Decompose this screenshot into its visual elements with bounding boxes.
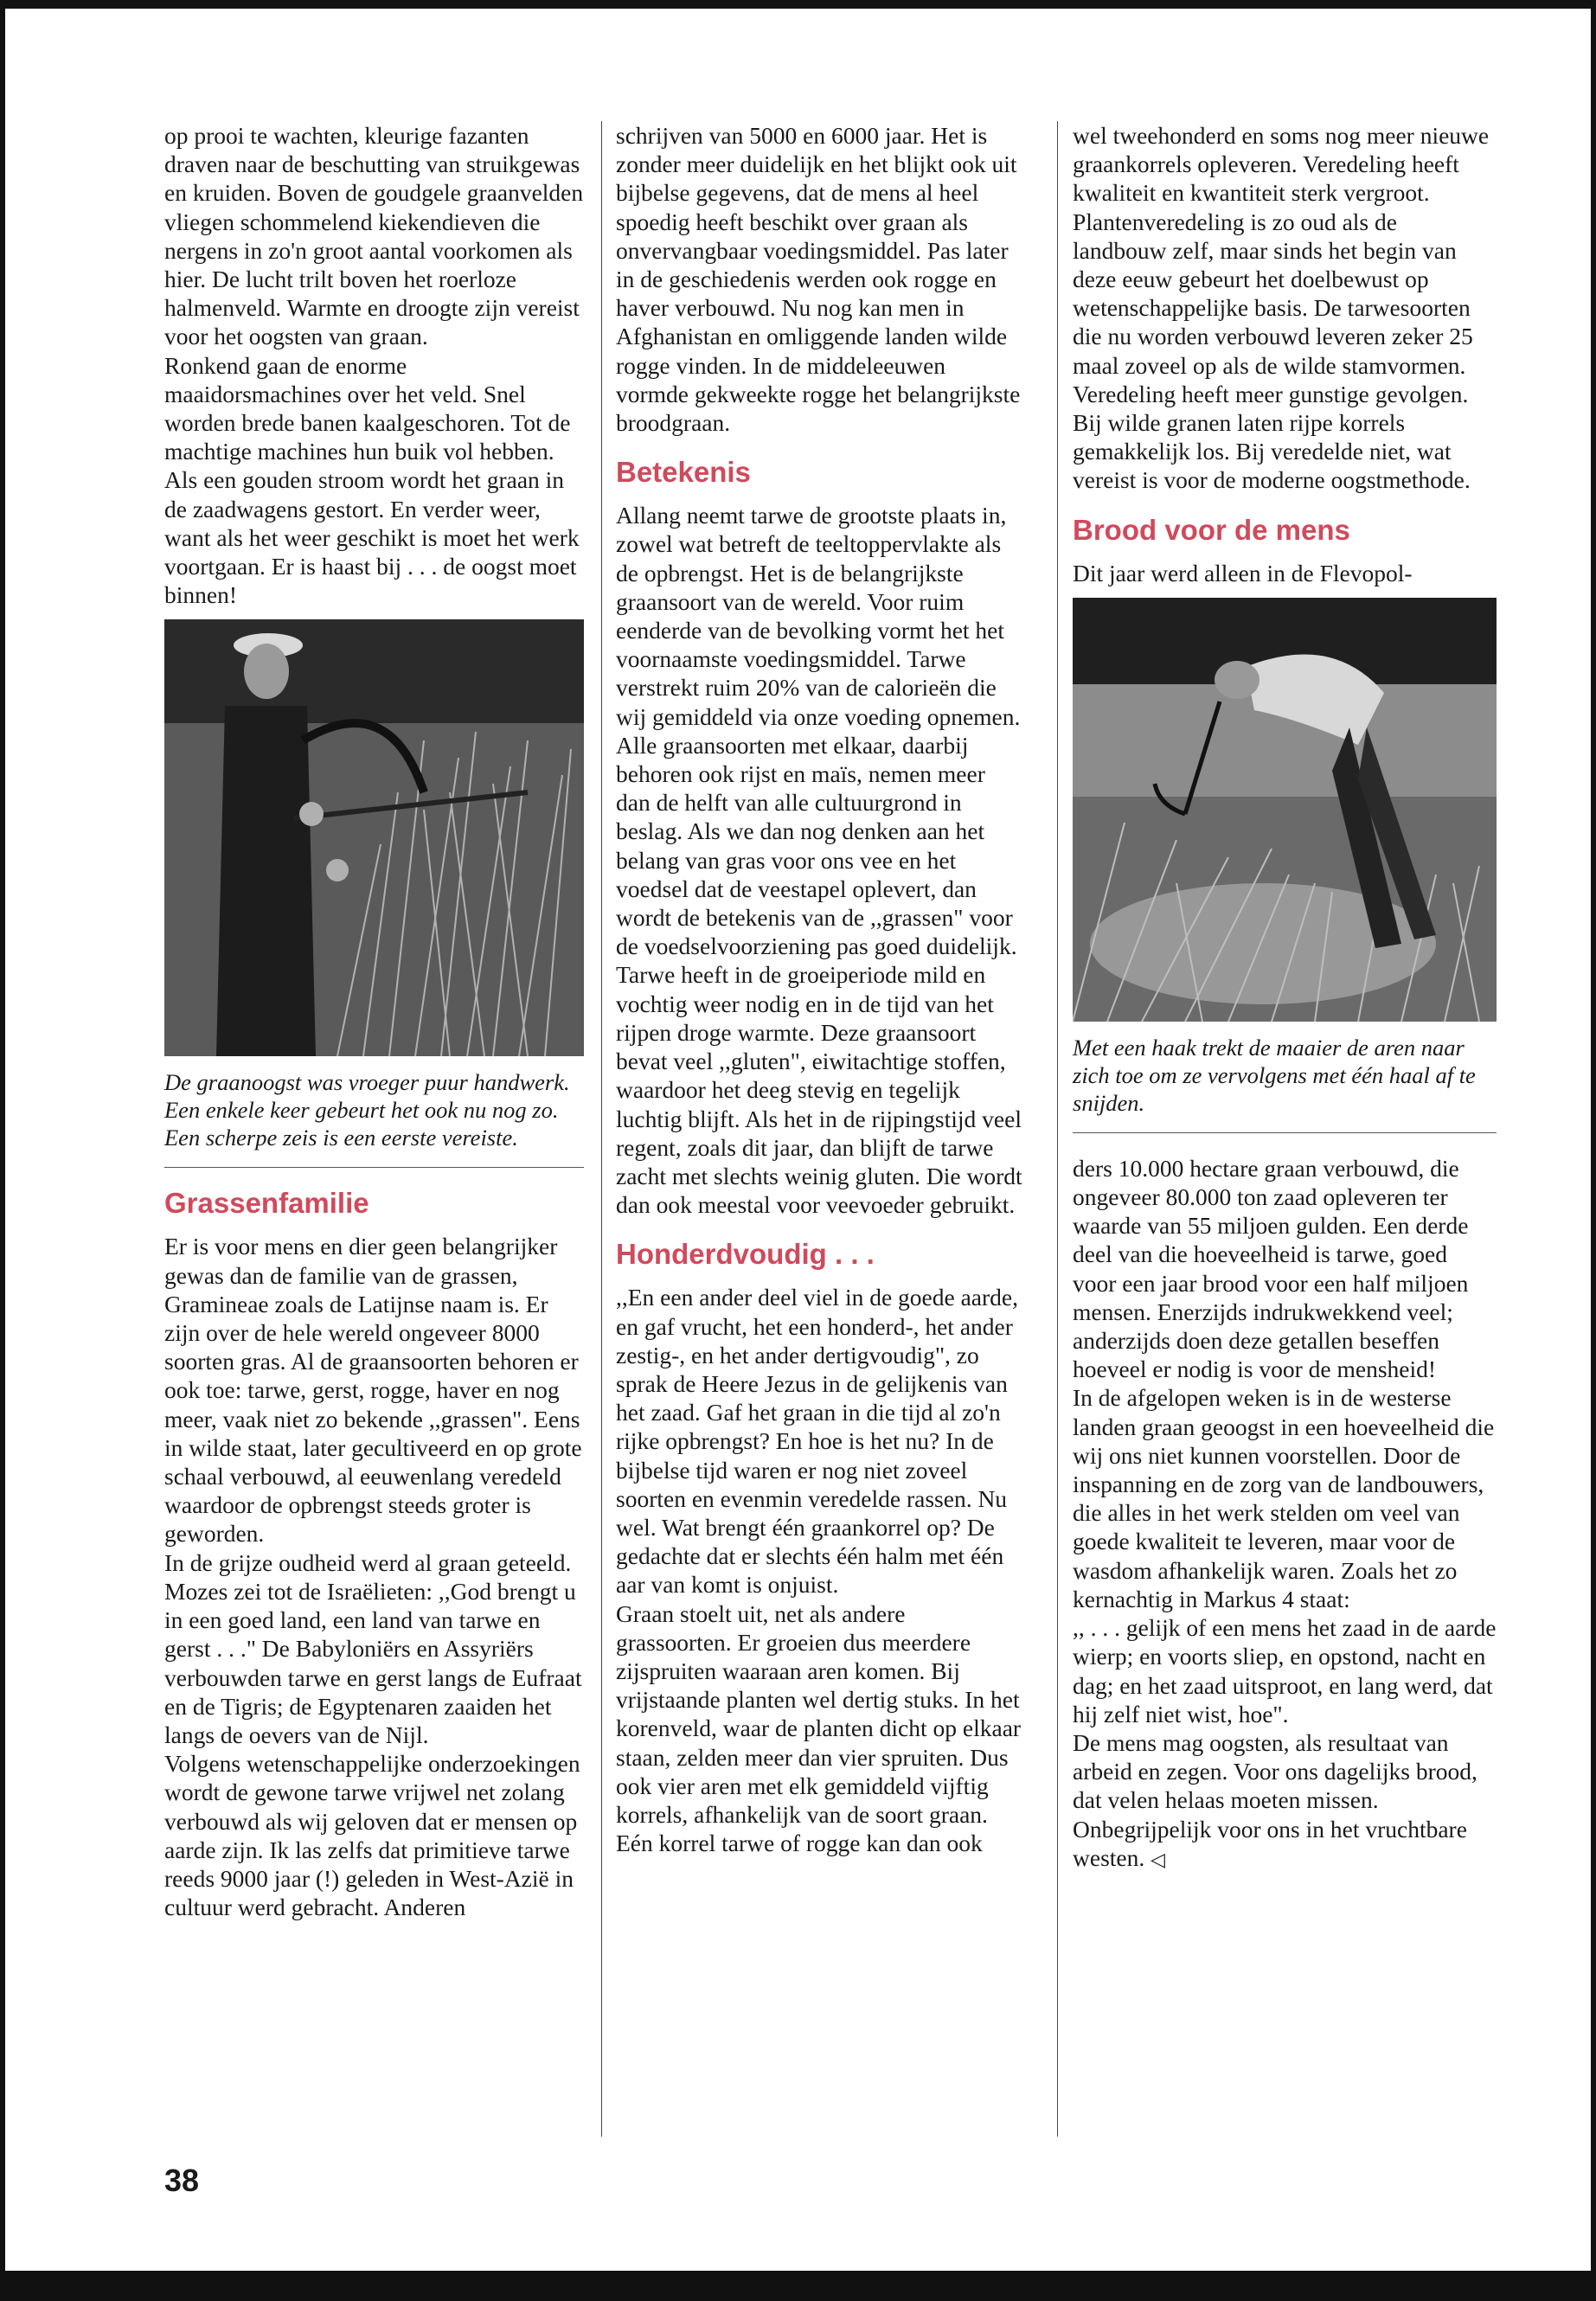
caption-divider <box>164 1167 584 1168</box>
column-divider-2 <box>1057 121 1058 2137</box>
paragraph: Alle graansoorten met elkaar, daarbij behoren ook rijst en maïs, nemen meer dan de helft van alle cultuurgrond in beslag. Als we dan nog denken aan het belang van gras voor ons vee en het voedsel dat de veestapel oplevert, dan wordt de betekenis van de ,,grassen" voor de voedselvoorziening pas goed duidelijk. <box>616 731 1017 960</box>
section-heading: Grassenfamilie <box>164 1187 369 1220</box>
paragraph: Er is voor mens en dier geen belangrijker gewas dan de familie van de grassen, Gramineae zoals de Latijnse naam is. Er zijn over de hele wereld ongeveer 8000 soorten gras. Al de graansoorten behoren er ook toe: tarwe, gerst, rogge, haver en nog meer, vaak niet zo bekende ,,grassen". Eens in wilde staat, later gecultiveerd en op grote schaal verbouwd, al eeuwenlang veredeld waardoor de opbrengst steeds groter is geworden. <box>164 1233 582 1548</box>
paragraph: wel tweehonderd en soms nog meer nieuwe graankorrels opleveren. Veredeling heeft kwaliteit en kwantiteit sterk vergroot. <box>1073 122 1490 207</box>
paragraph: Plantenveredeling is zo oud als de landbouw zelf, maar sinds het begin van deze eeuw gebeurt het doelbewust op wetenschappelijke basis. De tarwesoorten die nu worden verbouwd leveren zeker 25 maal zoveel op als de wilde stamvormen. Veredeling heeft meer gunstige gevolgen. Bij wilde granen laten rijpe korrels gemakkelijk los. Bij veredelde niet, wat vereist is voor de moderne oogstmethode. <box>1073 208 1473 494</box>
paragraph: ders 10.000 hectare graan verbouwd, die ongeveer 80.000 ton zaad opleveren ter waarde van 55 miljoen gulden. Een derde deel van die hoeveelheid is tarwe, goed voor een jaar brood voor een half miljoen mensen. Enerzijds indrukwekkend veel; anderzijds doen deze getallen beseffen hoeveel er nodig is voor de mensheid! <box>1073 1154 1469 1383</box>
frame-right-border <box>1591 0 1596 2301</box>
column-divider-1 <box>601 121 602 2137</box>
frame-top-border <box>0 0 1596 9</box>
final-text: De mens mag oogsten, als resultaat van arbeid en zegen. Voor ons dagelijks brood, dat velen helaas moeten missen. Onbegrijpelijk voor ons in het vruchtbare westen. <box>1073 1728 1477 1871</box>
paragraph: Tarwe heeft in de groeiperiode mild en vochtig weer nodig en in de tijd van het rijpen droge warmte. Deze graansoort bevat veel ,,gluten", eiwitachtige stoffen, waardoor het deeg stevig en tegelijk luchtig blijft. Als het in de rijpingstijd veel regent, zoals dit jaar, dan blijft de tarwe zacht met slechts weinig gluten. Die wordt dan ook meestal voor veevoeder gebruikt. <box>616 961 1022 1219</box>
page-number: 38 <box>164 2163 200 2198</box>
paragraph-final <box>1073 1728 1497 1875</box>
paragraph: schrijven van 5000 en 6000 jaar. Het is zonder meer duidelijk en het blijkt ook uit bijbelse gegevens, dat de mens al heel spoedig heeft beschikt over graan als onvervangbaar voedingsmiddel. Pas later in de geschiedenis werden ook rogge en haver verbouwd. Nu nog kan men in Afghanistan en omliggende landen wilde rogge vinden. In de middeleeuwen vormde gekweekte rogge het belangrijkste broodgraan. <box>616 122 1021 437</box>
paragraph: ,, . . . gelijk of een mens het zaad in de aarde wierp; en voorts sliep, en opstond, nacht en dag; en het zaad uitsproot, en lang werd, dat hij zelf niet wist, hoe". <box>1073 1614 1497 1727</box>
end-mark-icon: ◁ <box>1151 1849 1166 1871</box>
photo-farmer-with-scythe <box>164 619 584 1056</box>
paragraph: In de afgelopen weken is in de westerse landen graan geoogst in een hoeveelheid die wij ons niet kunnen voorstellen. Door de inspanning en de zorg van de landbouwers, die alles in het werk stelden om veel van goede kwaliteit te leveren, maar voor de wasdom afhankelijk waren. Zoals het zo kernachtig in Markus 4 staat: <box>1073 1384 1495 1612</box>
article-column-1 <box>164 121 584 1921</box>
paragraph: In de grijze oudheid werd al graan geteeld. Mozes zei tot de Israëlieten: ,,God brengt u in een goed land, een land van tarwe en gerst . . ." De Babyloniërs en Assyriërs verbouwden tarwe en gerst langs de Eufraat en de Tigris; de Egyptenaren zaaiden het langs de oevers van de Nijl. <box>164 1548 582 1748</box>
section-heading: Betekenis <box>616 456 751 489</box>
section-heading: Brood voor de mens <box>1073 513 1350 546</box>
paragraph: Volgens wetenschappelijke onderzoekingen wordt de gewone tarwe vrijwel net zolang verbouwd als wij geloven dat er mensen op aarde zijn. Ik las zelfs dat primitieve tarwe reeds 9000 jaar (!) geleden in West-Azië in cultuur werd gebracht. Anderen <box>164 1750 580 1921</box>
frame-bottom-border <box>0 2271 1596 2301</box>
paragraph: op prooi te wachten, kleurige fazanten draven naar de beschutting van struikgewas en kruiden. Boven de goudgele graanvelden vliegen schommelend kiekendieven die nergens in zo'n groot aantal voorkomen als hier. De lucht trilt boven het roerloze halmenveld. Warmte en droogte zijn vereist voor het oogsten van graan. <box>164 122 584 350</box>
reaper-photo-illustration <box>1073 598 1497 1022</box>
photo-caption: Met een haak trekt de maaier de aren naar zich toe om ze vervolgens met één haal af te snijden. <box>1073 1034 1476 1116</box>
frame-left-border <box>0 0 5 2301</box>
article-column-2 <box>616 121 1022 1857</box>
paragraph: Dit jaar werd alleen in de Flevopol- <box>1073 559 1413 586</box>
paragraph: ,,En een ander deel viel in de goede aarde, en gaf vrucht, het een honderd-, het ander zestig-, en het ander dertigvoudig", zo sprak de Heere Jezus in de gelijkenis van het zaad. Gaf het graan in die tijd al zo'n rijke opbrengst? En hoe is het nu? In de bijbelse tijd waren er nog niet zoveel soorten en evenmin veredelde rassen. Nu wel. Wat brengt één graankorrel op? De gedachte dat er slechts één halm met één aar van komt is onjuist. <box>616 1284 1018 1599</box>
paragraph: Ronkend gaan de enorme maaidorsmachines over het veld. Snel worden brede banen kaalgeschoren. Tot de machtige machines hun buik vol hebben. Als een gouden stroom wordt het graan in de zaadwagens gestort. En verder weer, want als het weer geschikt is moet het werk voortgaan. Er is haast bij . . . de oogst moet binnen! <box>164 351 580 609</box>
photo-caption: De graanoogst was vroeger puur handwerk. Een enkele keer gebeurt het ook nu nog zo. Een scherpe zeis is een eerste vereiste. <box>164 1069 570 1151</box>
photo-reaper-with-hook <box>1073 598 1497 1022</box>
paragraph: Graan stoelt uit, net als andere grassoorten. Er groeien dus meerdere zijspruiten waaraan aren komen. Bij vrijstaande planten wel dertig stuks. In het korenveld, waar de planten dicht op elkaar staan, zelden meer dan vier spruiten. Dus ook vier aren met elk gemiddeld vijftig korrels, afhankelijk van de soort graan. Eén korrel tarwe of rogge kan dan ook <box>616 1599 1022 1857</box>
paragraph: Allang neemt tarwe de grootste plaats in, zowel wat betreft de teeltoppervlakte als de opbrengst. Het is de belangrijkste graansoort van de wereld. Voor ruim eenderde van de bevolking vormt het het voornaamste voedingsmiddel. Tarwe verstrekt ruim 20% van de calorieën die wij gemiddeld via onze voeding opnemen. <box>616 502 1021 730</box>
scythe-photo-illustration <box>164 619 584 1056</box>
caption-divider <box>1073 1132 1497 1133</box>
article-column-3 <box>1073 121 1497 1875</box>
section-heading: Honderdvoudig . . . <box>616 1238 875 1271</box>
